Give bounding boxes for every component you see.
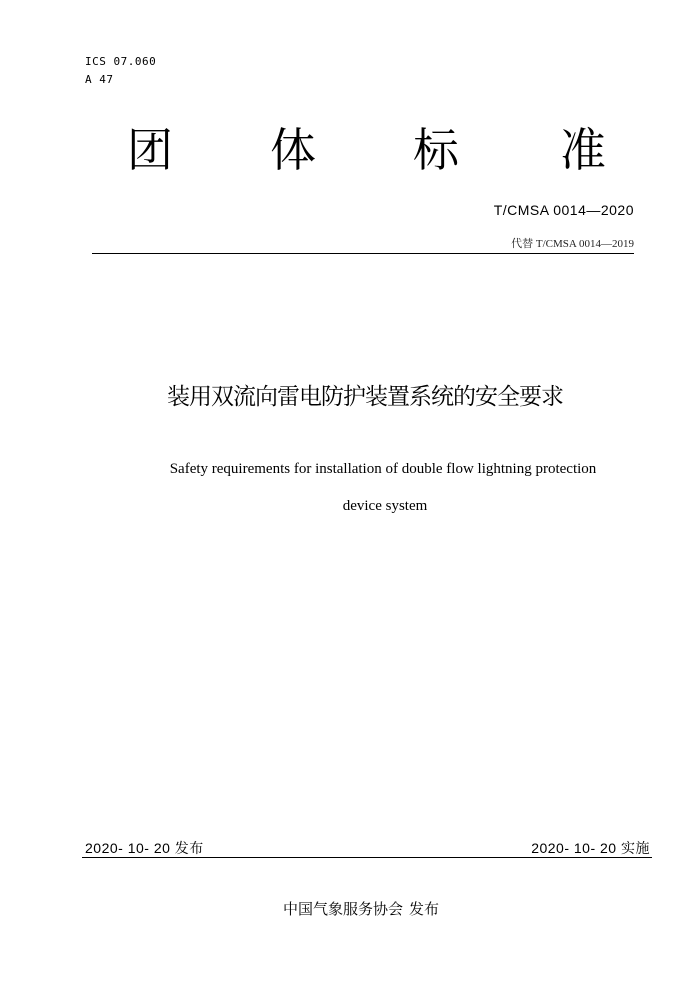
publisher-action: 发布	[409, 900, 440, 918]
publish-date: 2020- 10- 20 发布	[85, 840, 204, 856]
document-title-cn: 装用双流向雷电防护装置系统的安全要求	[167, 384, 563, 410]
bottom-divider	[82, 857, 652, 858]
standard-number: T/CMSA 0014—2020	[493, 202, 634, 218]
ics-code: ICS 07.060	[85, 55, 157, 68]
title-char-3: 标	[413, 123, 459, 177]
document-title-en-line1: Safety requirements for installation of double flow lightning protection	[169, 461, 597, 477]
publisher-line	[0, 898, 700, 919]
title-char-2: 体	[270, 123, 316, 177]
title-char-4: 准	[560, 123, 606, 177]
implement-date: 2020- 10- 20 实施	[531, 840, 650, 856]
ccs-code: A 47	[85, 73, 114, 86]
replaces-standard: 代替 T/CMSA 0014—2019	[511, 238, 634, 250]
title-char-1: 团	[127, 123, 173, 177]
top-divider	[92, 253, 634, 254]
publisher-organization: 中国气象服务协会	[282, 900, 403, 918]
document-title-en-line2: device system	[342, 498, 428, 514]
